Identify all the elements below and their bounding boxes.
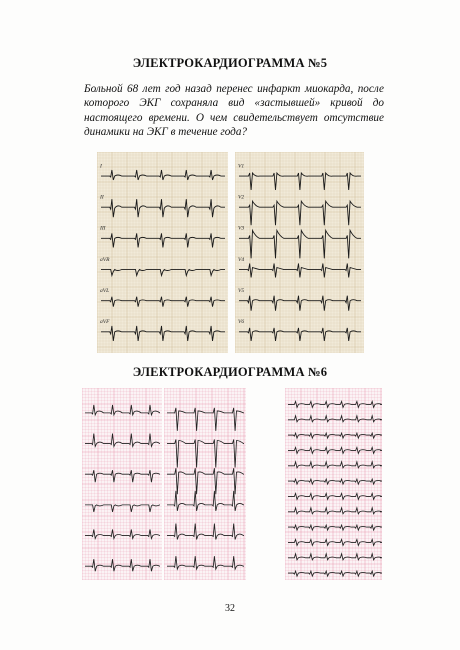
ecg5-chest-lead-label-v4: V4 [238,256,245,263]
ecg5-limb-lead-label-iii: III [100,225,106,232]
page-number: 32 [225,603,235,614]
ecg6-middle-panel [164,388,246,580]
ecg5-limb-lead-label-avr: aVR [100,256,110,263]
ecg5-limb-leads-panel [97,152,228,353]
ecg6-title: ЭЛЕКТРОКАРДИОГРАММА №6 [132,365,328,379]
case-question: Больной 68 лет год назад перенес инфаркт миокарда, после которого ЭКГ сохраняла вид «застывшей» кривой до настоящего времени. О чем свидетельствует отсутствие динамики на ЭКГ в течение года? [84,83,384,139]
ecg5-chest-lead-label-v1: V1 [238,163,245,170]
ecg5-chest-lead-label-v3: V3 [238,225,245,232]
ecg5-title: ЭЛЕКТРОКАРДИОГРАММА №5 [132,56,328,70]
ecg5-chest-lead-label-v2: V2 [238,194,245,201]
ecg5-limb-lead-label-avl: aVL [100,287,110,294]
ecg5-limb-lead-label-avf: aVF [100,319,110,326]
ecg5-limb-lead-label-ii: II [100,194,104,201]
ecg5-chest-leads-panel [235,152,364,353]
ecg5-limb-lead-label-i: I [100,163,102,170]
ecg6-left-panel [82,388,162,580]
ecg5-chest-lead-label-v5: V5 [238,287,245,294]
ecg6-right-panel [285,388,382,580]
ecg5-chest-lead-label-v6: V6 [238,319,245,326]
